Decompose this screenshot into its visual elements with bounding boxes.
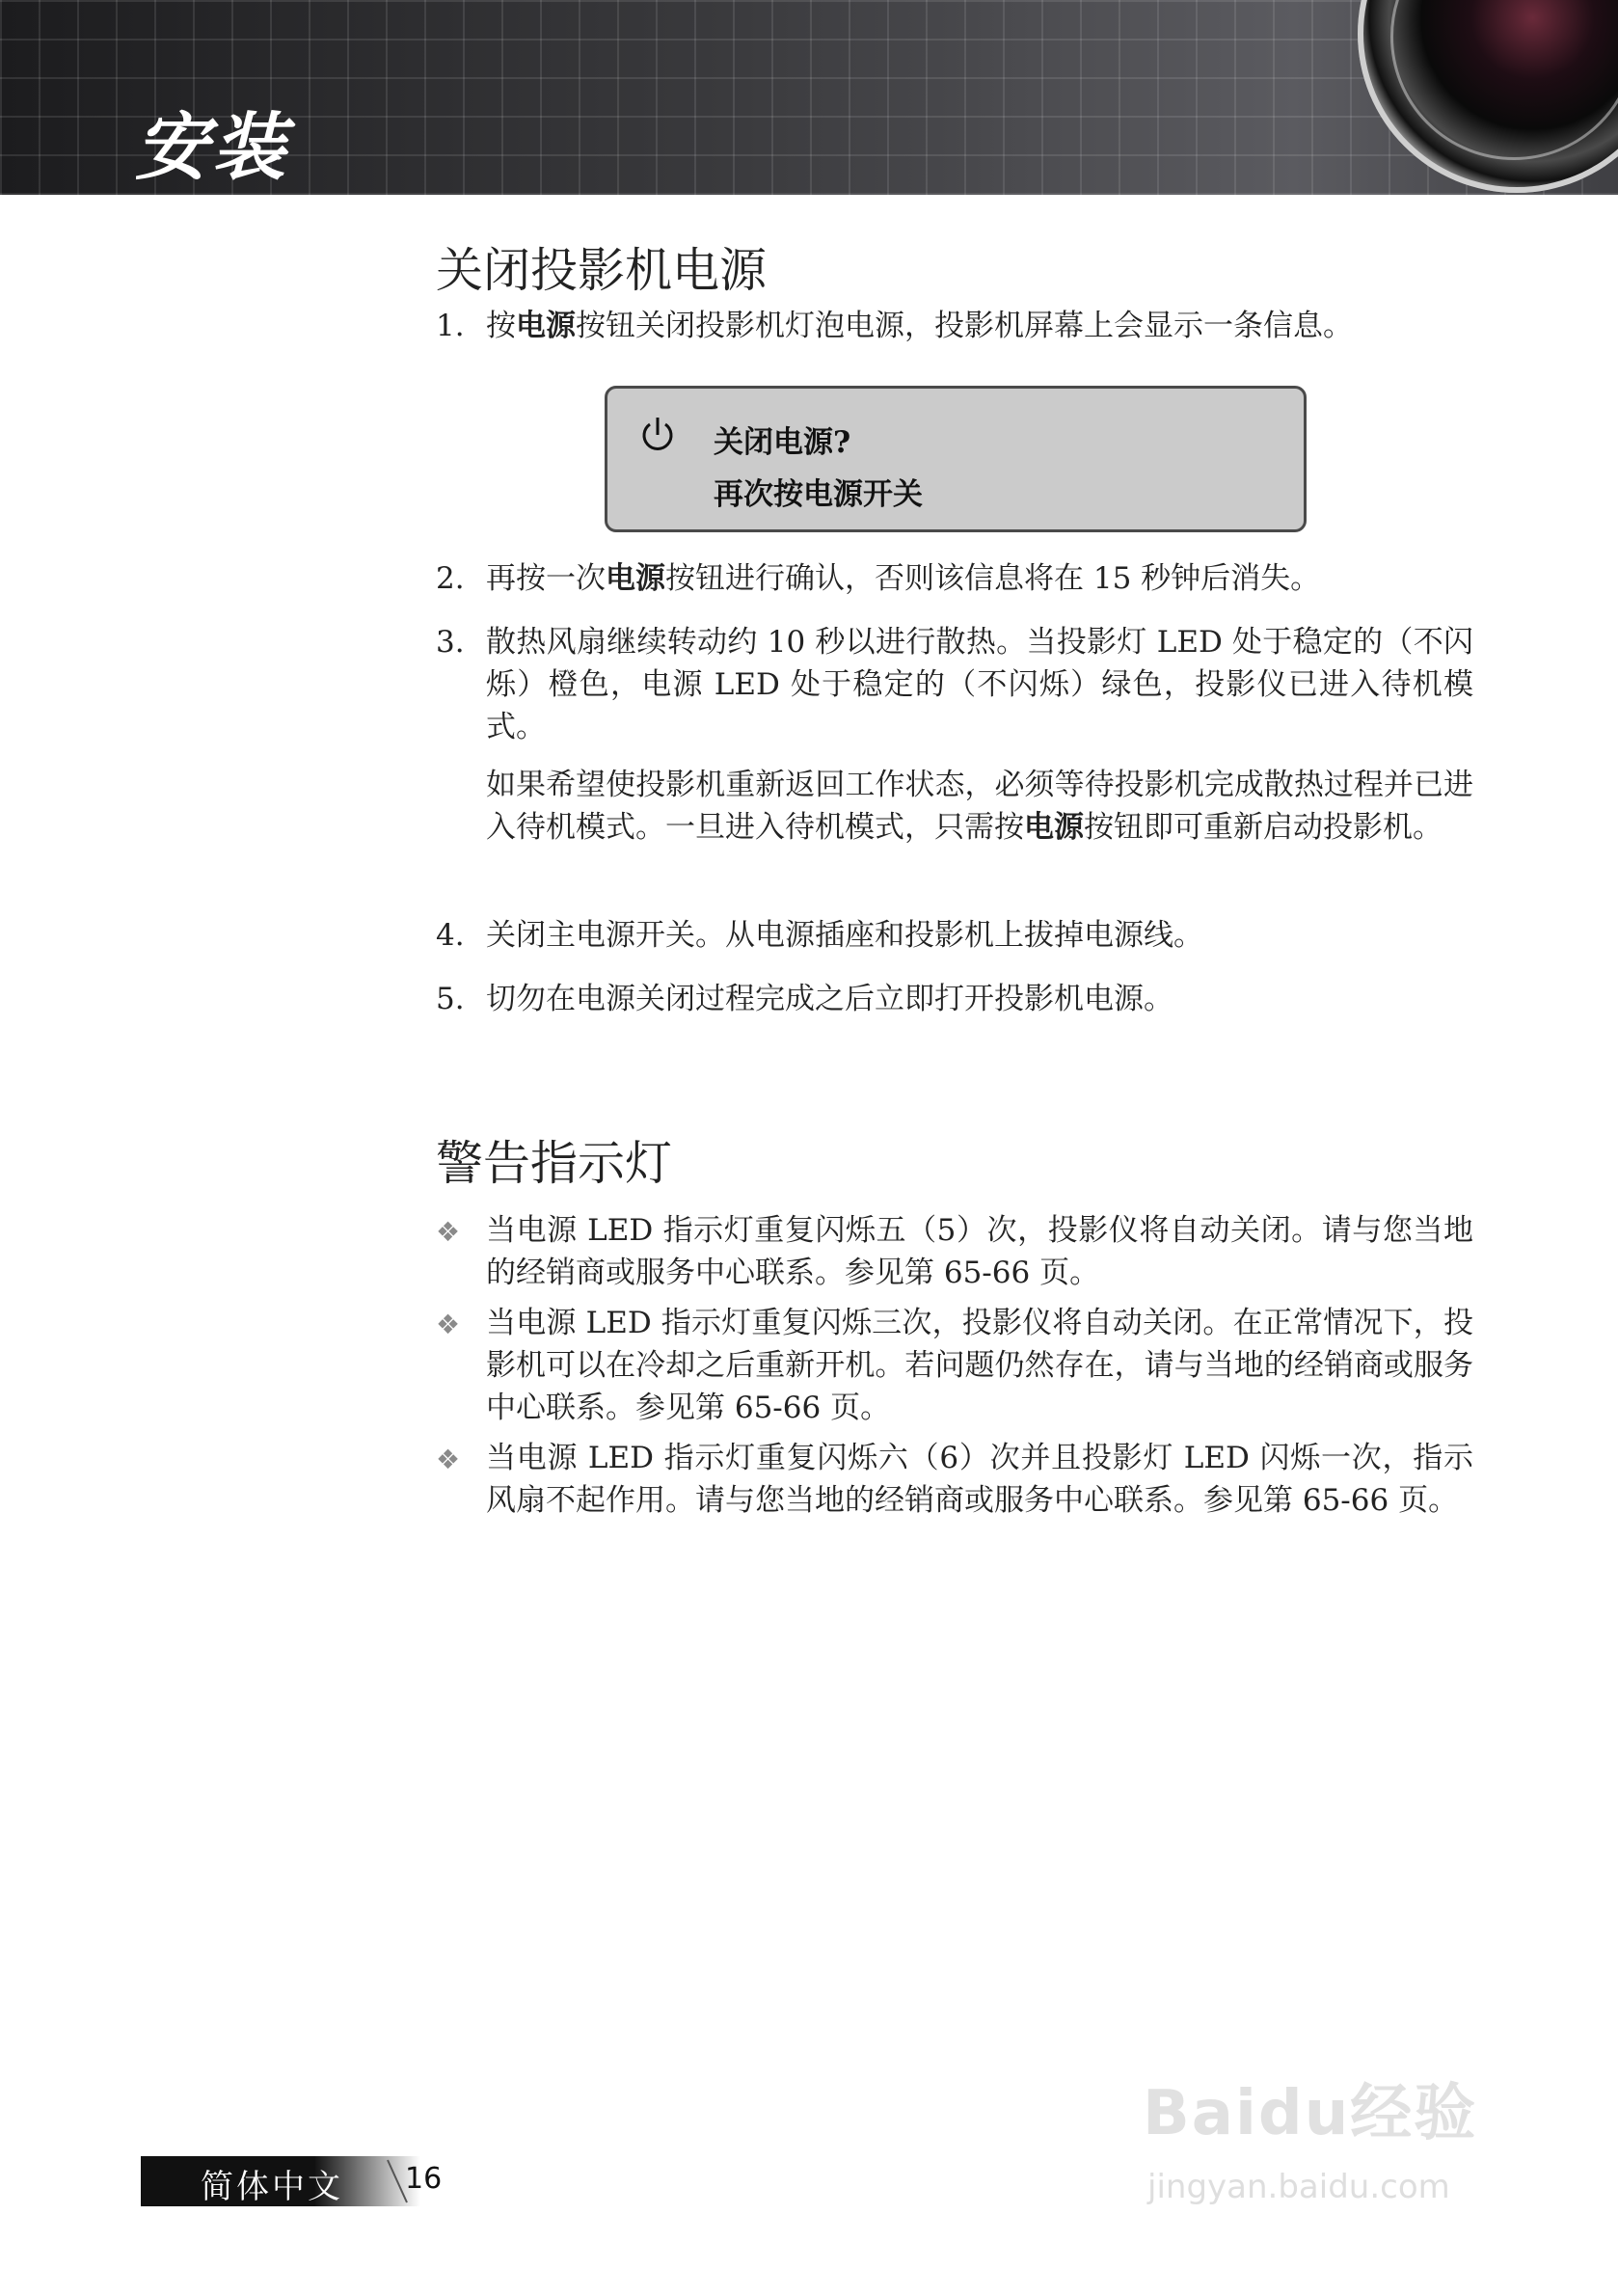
bullet-text: 当电源 LED 指示灯重复闪烁五（5）次，投影仪将自动关闭。请与您当地的经销商或服务中心联系。参见第 65-66 页。 bbox=[486, 1213, 1473, 1290]
list-number: 4. bbox=[436, 918, 465, 953]
item-text-post: 按钮进行确认，否则该信息将在 15 秒钟后消失。 bbox=[665, 561, 1321, 596]
section-heading-power-off: 关闭投影机电源 bbox=[436, 243, 768, 298]
warning-bullet-2 bbox=[436, 1302, 1473, 1429]
paragraph-text-pre: 如果希望使投影机重新返回工作状态，必须等待投影机完成散热过程并已进入待机模式。一旦进入待机模式，只需按 bbox=[486, 768, 1473, 845]
power-keyword: 电源 bbox=[606, 561, 665, 596]
item-text-pre: 再按一次 bbox=[486, 561, 606, 596]
paragraph-text-post: 按钮即可重新启动投影机。 bbox=[1084, 810, 1443, 845]
list-item-2 bbox=[436, 557, 1473, 600]
page-number: 16 bbox=[405, 2162, 443, 2196]
osd-message-box bbox=[605, 386, 1307, 532]
item-paragraph bbox=[486, 764, 1473, 849]
osd-title: 关闭电源? bbox=[714, 425, 851, 460]
list-item-4 bbox=[436, 914, 1473, 957]
power-icon bbox=[638, 416, 677, 454]
diamond-bullet-icon: ❖ bbox=[436, 1444, 461, 1475]
osd-subtitle: 再次按电源开关 bbox=[714, 477, 923, 512]
list-number: 3. bbox=[436, 625, 465, 660]
list-item-1 bbox=[436, 305, 1473, 347]
list-number: 5. bbox=[436, 982, 465, 1016]
section-heading-warning-led: 警告指示灯 bbox=[436, 1136, 673, 1191]
item-text-post: 按钮关闭投影机灯泡电源，投影机屏幕上会显示一条信息。 bbox=[576, 309, 1353, 343]
bullet-text: 当电源 LED 指示灯重复闪烁六（6）次并且投影灯 LED 闪烁一次，指示风扇不起作用。请与您当地的经销商或服务中心联系。参见第 65-66 页。 bbox=[486, 1441, 1473, 1518]
diamond-bullet-icon: ❖ bbox=[436, 1309, 461, 1340]
item-text: 关闭主电源开关。从电源插座和投影机上拔掉电源线。 bbox=[486, 918, 1203, 953]
watermark-logo: Baidu经验 bbox=[1143, 2078, 1478, 2149]
warning-bullet-1 bbox=[436, 1209, 1473, 1294]
item-text: 散热风扇继续转动约 10 秒以进行散热。当投影灯 LED 处于稳定的（不闪烁）橙色，电源 LED 处于稳定的（不闪烁）绿色，投影仪已进入待机模式。 bbox=[486, 625, 1473, 744]
list-item-3 bbox=[436, 621, 1473, 849]
power-keyword: 电源 bbox=[516, 309, 576, 343]
warning-bullet-3 bbox=[436, 1437, 1473, 1522]
watermark-url: jingyan.baidu.com bbox=[1147, 2168, 1450, 2206]
chapter-title: 安装 bbox=[135, 104, 289, 190]
bullet-text: 当电源 LED 指示灯重复闪烁三次，投影仪将自动关闭。在正常情况下，投影机可以在冷却之后重新开机。若问题仍然存在，请与当地的经销商或服务中心联系。参见第 65-66 页。 bbox=[486, 1306, 1473, 1425]
power-keyword: 电源 bbox=[1024, 810, 1084, 845]
item-text-pre: 按 bbox=[486, 309, 516, 343]
list-number: 2. bbox=[436, 561, 465, 596]
list-number: 1. bbox=[436, 309, 465, 343]
item-text: 切勿在电源关闭过程完成之后立即打开投影机电源。 bbox=[486, 982, 1173, 1016]
header-banner bbox=[0, 0, 1618, 195]
footer-language: 简体中文 bbox=[201, 2168, 343, 2206]
list-item-5 bbox=[436, 978, 1473, 1020]
diamond-bullet-icon: ❖ bbox=[436, 1216, 461, 1248]
